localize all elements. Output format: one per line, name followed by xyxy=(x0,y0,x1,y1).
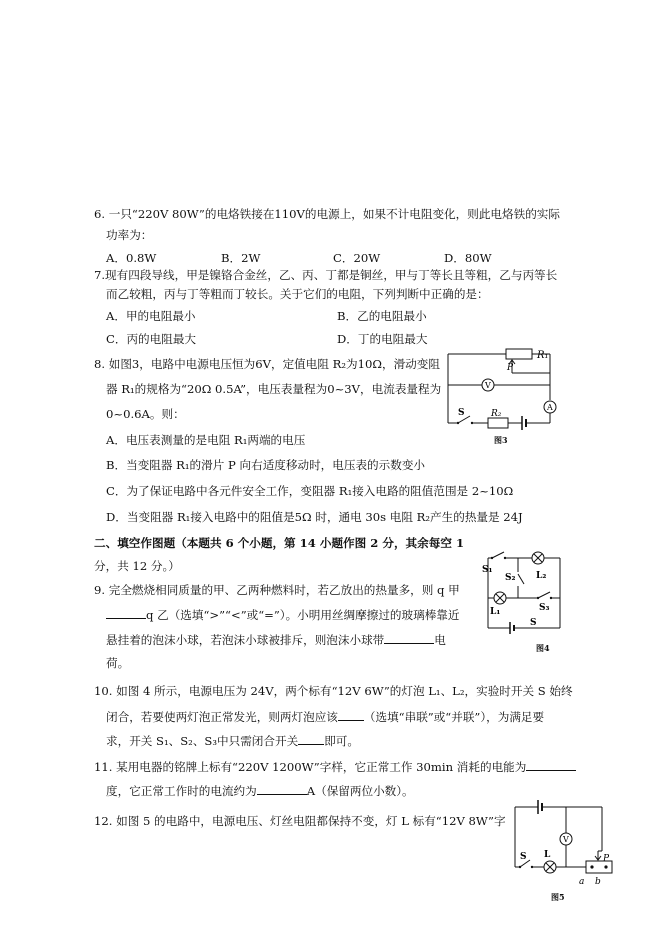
section2-heading-line1: 二、填空作图题（本题共 6 个小题，第 14 小题作图 2 分，其余每空 1 xyxy=(94,536,465,550)
q9-line2-text: q 乙（选填“>”“<”或“=”）。小明用丝绸摩擦过的玻璃棒靠近 xyxy=(146,608,460,622)
q8-option-b: B．当变阻器 R₁的滑片 P 向右适度移动时，电压表的示数变小 xyxy=(106,458,426,472)
q10-line2-end: （选填“串联”或“并联”），为满足要 xyxy=(363,710,545,724)
q6-option-d: D．80W xyxy=(444,251,492,265)
q10-blank-2[interactable] xyxy=(298,733,324,745)
fig4-l1-label: L₁ xyxy=(490,607,501,617)
q6-option-a: A．0.8W xyxy=(106,251,157,265)
fig3-s-label: S xyxy=(458,408,465,418)
q8-line1: 8. 如图3，电路中电源电压恒为6V，定值电阻 R₂为10Ω，滑动变阻 xyxy=(94,357,440,371)
q8-option-a: A．电压表测量的是电阻 R₁两端的电压 xyxy=(106,433,306,447)
fig5-a-label: a xyxy=(579,877,585,887)
q10-line2 xyxy=(106,709,544,724)
fig3-v-label: V xyxy=(485,381,491,390)
q10-line1: 10. 如图 4 所示，电源电压为 24V，两个标有“12V 6W”的灯泡 L₁、L₂，实验时开关 S 始终 xyxy=(94,684,573,698)
q7-option-d: D．丁的电阻最大 xyxy=(337,332,428,346)
q6-option-c: C．20W xyxy=(333,251,381,265)
q11-line1-text: 11. 某用电器的铭牌上标有“220V 1200W”字样，它正常工作 30min 消耗的电能为 xyxy=(94,760,527,774)
q11-blank-2[interactable] xyxy=(257,783,307,795)
q7-option-c: C．丙的电阻最大 xyxy=(106,332,197,346)
q9-line1: 9. 完全燃烧相同质量的甲、乙两种燃料时，若乙放出的热量多，则 q 甲 xyxy=(94,583,460,597)
q6-line2: 功率为： xyxy=(106,228,153,242)
q9-line4: 荷。 xyxy=(106,656,130,670)
q9-blank-1[interactable] xyxy=(106,607,146,619)
q10-line3 xyxy=(106,733,359,748)
q7-option-a: A．甲的电阻最小 xyxy=(106,309,196,323)
q7-line2: 而乙较粗，丙与丁等粗而丁较长。关于它们的电阻，下列判断中正确的是： xyxy=(106,287,489,301)
section2-heading-line2: 分，共 12 分。） xyxy=(94,559,180,573)
q8-line2: 器 R₁的规格为“20Ω 0.5A”，电压表量程为0~3V，电流表量程为 xyxy=(106,382,442,396)
q7-line1: 7.现有四段导线，甲是镍铬合金丝，乙、丙、丁都是铜丝，甲与丁等长且等粗，乙与丙等长 xyxy=(94,268,558,282)
r1-resistor xyxy=(506,349,532,359)
q6-option-b: B．2W xyxy=(221,251,261,265)
q11-line2 xyxy=(106,783,414,798)
q9-blank-2[interactable] xyxy=(384,632,434,644)
q12-line1: 12. 如图 5 的电路中，电源电压、灯丝电阻都保持不变，灯 L 标有“12V 8W”字 xyxy=(94,814,506,828)
fig3-p-label: P xyxy=(507,363,514,373)
fig5-s-label: S xyxy=(520,852,527,862)
figure-4-caption: 图4 xyxy=(536,643,550,653)
fig3-r1-label: R₁ xyxy=(537,350,549,361)
fig3-r2-label: R₂ xyxy=(491,409,502,419)
q10-line2-text: 闭合，若要使两灯泡正常发光，则两灯泡应该 xyxy=(106,710,338,724)
q8-option-d: D．当变阻器 R₁接入电路中的阻值是5Ω 时，通电 30s 电阻 R₂产生的热量是 24J xyxy=(106,510,523,524)
q11-line1 xyxy=(94,759,576,774)
q8-line3: 0~0.6A。则： xyxy=(106,407,185,421)
figure-5-caption: 图5 xyxy=(551,892,565,902)
q10-line3-text: 求，开关 S₁、S₂、S₃中只需闭合开关 xyxy=(106,734,299,748)
fig4-s3-label: S₃ xyxy=(539,603,550,613)
q10-blank-1[interactable] xyxy=(338,709,364,721)
q11-line2-text: 度，它正常工作时的电流约为 xyxy=(106,784,257,798)
q11-blank-1[interactable] xyxy=(526,759,576,771)
figure-5-circuit xyxy=(510,795,615,895)
q9-line3-end: 电 xyxy=(434,633,446,647)
fig3-a-label: A xyxy=(547,403,553,412)
fig4-s-label: S xyxy=(530,618,537,628)
fig5-p-label: P xyxy=(603,854,610,864)
fig5-l-label: L xyxy=(544,850,551,860)
q10-line3-end: 即可。 xyxy=(324,734,359,748)
figure-4-circuit xyxy=(480,548,566,640)
r2-resistor xyxy=(488,418,508,428)
q6-line1: 6. 一只“220V 80W”的电烙铁接在110V的电源上，如果不计电阻变化，则此电烙铁的实际 xyxy=(94,207,560,221)
figure-3-circuit xyxy=(440,345,560,445)
figure-3-caption: 图3 xyxy=(494,435,508,445)
q9-line3 xyxy=(106,632,446,647)
q9-line3-text: 悬挂着的泡沫小球，若泡沫小球被排斥，则泡沫小球带 xyxy=(106,633,385,647)
q7-option-b: B．乙的电阻最小 xyxy=(337,309,427,323)
fig4-s1-label: S₁ xyxy=(482,565,493,575)
fig4-l2-label: L₂ xyxy=(536,571,547,581)
q11-line2-end: A（保留两位小数）。 xyxy=(306,784,414,798)
fig5-b-label: b xyxy=(595,877,601,887)
fig4-s2-label: S₂ xyxy=(505,573,516,583)
q9-line2 xyxy=(106,607,459,622)
q8-option-c: C．为了保证电路中各元件安全工作，变阻器 R₁接入电路的阻值范围是 2~10Ω xyxy=(106,484,514,498)
fig5-v-label: V xyxy=(563,835,569,844)
